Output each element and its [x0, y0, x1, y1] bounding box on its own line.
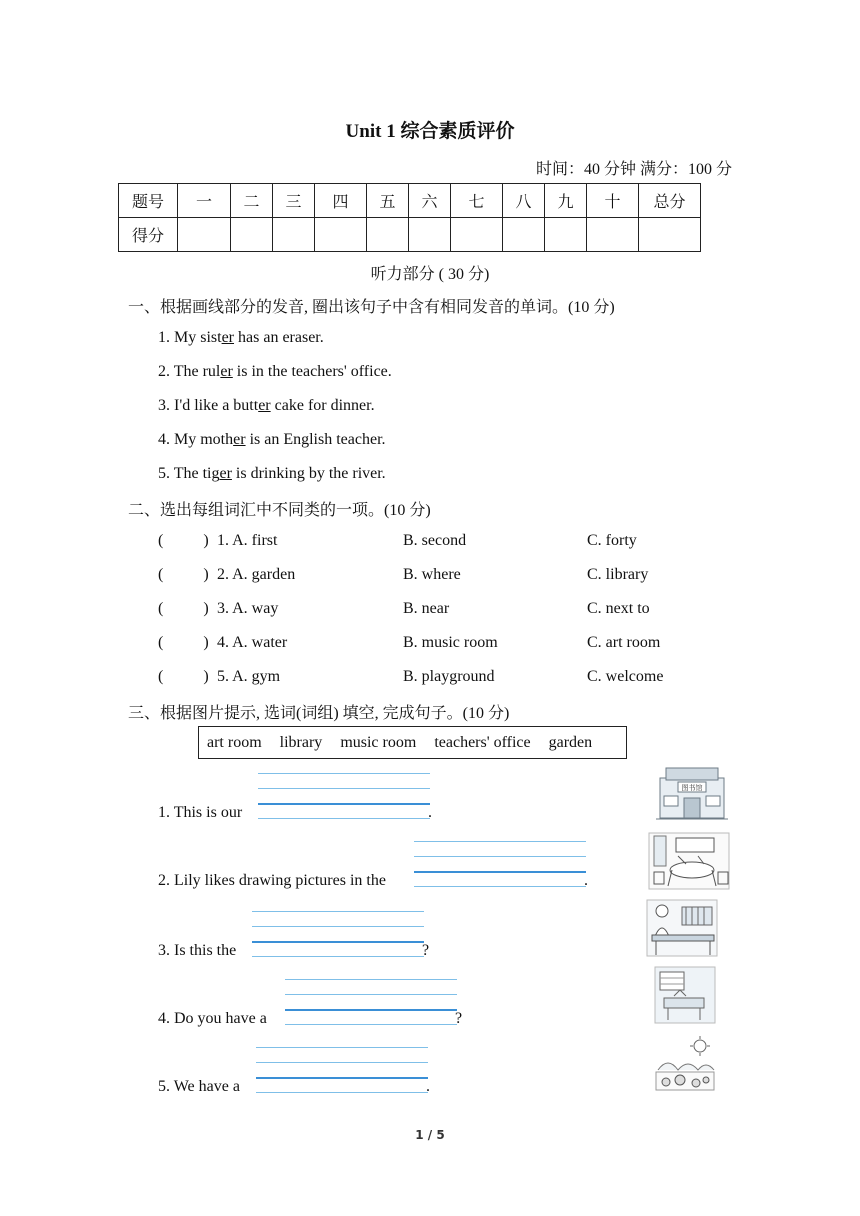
- score-cell: [367, 218, 409, 252]
- score-table-header-cell: 总分: [639, 184, 701, 218]
- fill-sentence: 5. We have a: [158, 1078, 240, 1095]
- answer-blank[interactable]: ( ): [158, 532, 209, 549]
- score-table-header-cell: 题号: [119, 184, 178, 218]
- word-bank-item: garden: [548, 733, 593, 751]
- score-table-header-cell: 八: [503, 184, 545, 218]
- sentence-punctuation: .: [428, 804, 432, 821]
- exam-meta: 时间：40 分钟 满分：100 分: [535, 161, 732, 178]
- sentence-end: is drinking by the river.: [231, 465, 386, 482]
- fill-sentence: 2. Lily likes drawing pictures in the: [158, 872, 386, 889]
- score-table-header-cell: 一: [178, 184, 231, 218]
- score-cell: [639, 218, 701, 252]
- option-c: C. library: [587, 566, 649, 583]
- underlined-sound: er: [258, 397, 271, 414]
- option-c: C. art room: [587, 634, 661, 651]
- sentence-punctuation: .: [584, 872, 588, 889]
- page-number: 1 / 5: [415, 1128, 445, 1142]
- sentence-end: has an eraser.: [234, 329, 324, 346]
- option-b: B. playground: [403, 668, 495, 685]
- answer-blank[interactable]: ( ): [158, 634, 209, 651]
- option-b: B. music room: [403, 634, 498, 651]
- score-table-header-cell: 三: [273, 184, 315, 218]
- option-c: C. welcome: [587, 668, 664, 685]
- score-cell: [315, 218, 367, 252]
- sentence-start: 4. My moth: [158, 431, 234, 448]
- score-table-header-cell: 四: [315, 184, 367, 218]
- score-table-header-cell: 六: [409, 184, 451, 218]
- sentence-start: 2. The rul: [158, 363, 221, 380]
- sentence-start: 5. The tig: [158, 465, 220, 482]
- answer-blank[interactable]: ( ): [158, 566, 209, 583]
- writing-lines[interactable]: [414, 841, 586, 887]
- section3-heading: 三、根据图片提示, 选词(词组) 填空, 完成句子。(10 分): [128, 705, 510, 722]
- score-table-score-row: [119, 218, 701, 252]
- option-a: 3. A. way: [217, 600, 279, 617]
- underlined-sound: er: [233, 431, 246, 448]
- word-bank-item: music room: [340, 733, 417, 751]
- section1-item: [158, 363, 392, 381]
- score-cell: [451, 218, 503, 252]
- score-cell: [178, 218, 231, 252]
- answer-blank[interactable]: ( ): [158, 668, 209, 685]
- option-a: 1. A. first: [217, 532, 278, 549]
- option-c: C. forty: [587, 532, 637, 549]
- library-building-icon: [656, 764, 728, 822]
- word-bank-item: teachers' office: [434, 733, 531, 751]
- score-table-header-cell: 九: [545, 184, 587, 218]
- score-table-header-cell: 十: [587, 184, 639, 218]
- listening-section-label: 听力部分 ( 30 分): [370, 266, 490, 283]
- section1-item: [158, 329, 324, 347]
- page-title: Unit 1 综合素质评价: [345, 121, 515, 142]
- score-table-header-cell: 二: [231, 184, 273, 218]
- garden-scene-icon: [654, 1036, 716, 1094]
- score-table: [118, 183, 701, 252]
- section1-item: [158, 431, 386, 449]
- writing-lines[interactable]: [256, 1047, 428, 1093]
- score-cell: [503, 218, 545, 252]
- score-cell: [273, 218, 315, 252]
- underlined-sound: er: [219, 465, 232, 482]
- fill-sentence: 4. Do you have a: [158, 1010, 267, 1027]
- option-b: B. near: [403, 600, 450, 617]
- sentence-end: is an English teacher.: [245, 431, 386, 448]
- answer-blank[interactable]: ( ): [158, 600, 209, 617]
- option-a: 2. A. garden: [217, 566, 296, 583]
- teachers-office-scene-icon: [646, 899, 718, 957]
- underlined-sound: er: [220, 363, 233, 380]
- option-a: 4. A. water: [217, 634, 288, 651]
- art-room-scene-icon: [648, 832, 730, 890]
- option-c: C. next to: [587, 600, 650, 617]
- sentence-punctuation: ?: [422, 942, 430, 959]
- underlined-sound: er: [221, 329, 235, 346]
- word-bank-item: library: [279, 733, 323, 751]
- fill-sentence: 1. This is our: [158, 804, 243, 821]
- section1-item: [158, 397, 375, 415]
- score-table-header-cell: 七: [451, 184, 503, 218]
- sentence-end: is in the teachers' office.: [232, 363, 392, 380]
- sentence-punctuation: ?: [455, 1010, 463, 1027]
- score-cell: [545, 218, 587, 252]
- score-table-header-row: [119, 184, 701, 218]
- score-cell: [409, 218, 451, 252]
- sentence-start: 3. I'd like a butt: [158, 397, 259, 414]
- sentence-end: cake for dinner.: [270, 397, 375, 414]
- music-room-scene-icon: [654, 966, 716, 1024]
- section1-item: [158, 465, 386, 483]
- option-a: 5. A. gym: [217, 668, 281, 685]
- score-cell: [231, 218, 273, 252]
- score-table-header-cell: 五: [367, 184, 409, 218]
- writing-lines[interactable]: [285, 979, 457, 1025]
- fill-sentence: 3. Is this the: [158, 942, 237, 959]
- word-bank-box: [198, 726, 627, 759]
- library-sign-text: 图书馆: [681, 784, 703, 792]
- option-b: B. second: [403, 532, 467, 549]
- writing-lines[interactable]: [252, 911, 424, 957]
- word-bank-item: art room: [207, 733, 262, 751]
- sentence-punctuation: .: [426, 1078, 430, 1095]
- section2-heading: 二、选出每组词汇中不同类的一项。(10 分): [128, 502, 431, 519]
- writing-lines[interactable]: [258, 773, 430, 819]
- score-cell: [587, 218, 639, 252]
- option-b: B. where: [403, 566, 461, 583]
- section1-heading: 一、根据画线部分的发音, 圈出该句子中含有相同发音的单词。(10 分): [128, 299, 615, 316]
- sentence-start: 1. My sist: [158, 329, 222, 346]
- score-table-row-label: 得分: [119, 218, 178, 252]
